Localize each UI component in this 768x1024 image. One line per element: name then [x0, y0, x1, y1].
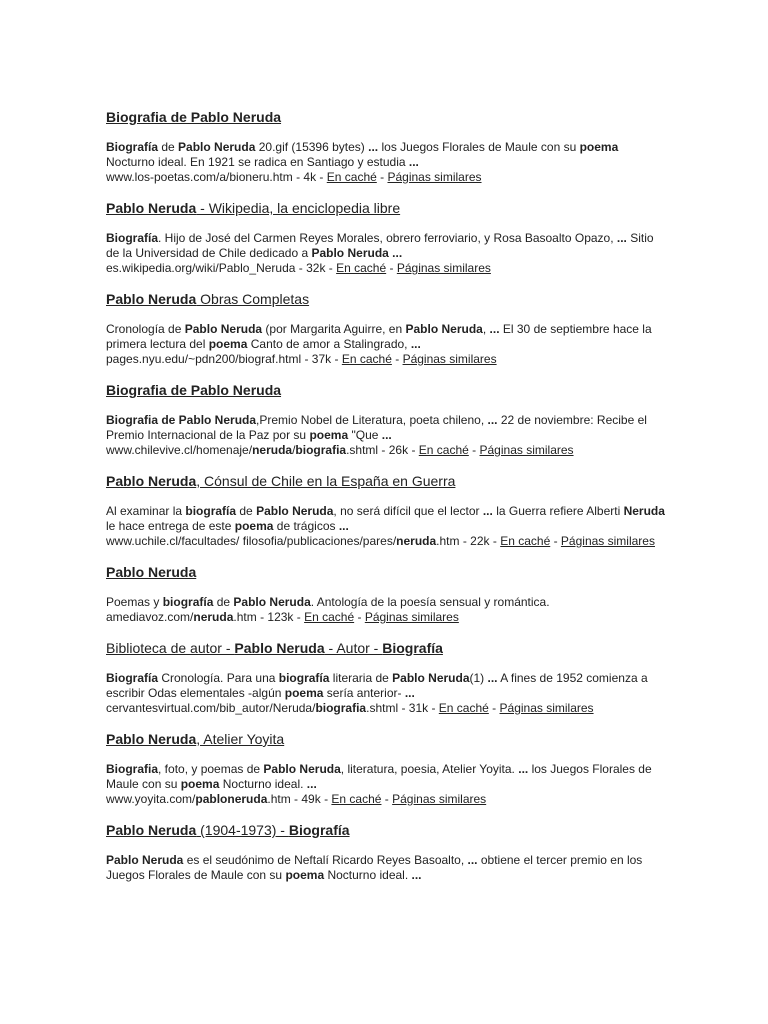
search-result — [106, 381, 666, 458]
bold-text: Pablo Neruda — [263, 762, 341, 776]
result-title-link[interactable] — [106, 563, 666, 581]
bold-text: poema — [208, 337, 248, 351]
bold-text: ... — [410, 337, 421, 351]
bold-text: Biografía — [106, 671, 159, 685]
result-title-link[interactable] — [106, 381, 666, 399]
cache-link[interactable]: En caché — [341, 352, 392, 366]
text-segment: Sitio de la Universidad de Chile dedicado a — [106, 231, 654, 260]
result-title-link[interactable] — [106, 108, 666, 126]
text-segment: , no será difícil que el lector — [333, 504, 483, 518]
bold-text: Pablo Neruda — [106, 731, 197, 747]
result-url — [106, 792, 666, 807]
bold-text: ... — [392, 246, 403, 260]
text-segment: (1904-1973) - — [196, 822, 289, 838]
bold-text: Pablo Neruda — [311, 246, 389, 260]
separator: - — [376, 170, 388, 184]
bold-text: Pablo Neruda — [106, 473, 197, 489]
text-segment: 20.gif (15396 bytes) — [255, 140, 369, 154]
result-snippet — [106, 504, 666, 534]
separator: - — [293, 610, 305, 624]
bold-text: Pablo Neruda — [106, 853, 184, 867]
text-segment: Obras Completas — [196, 291, 310, 307]
text-segment: de — [158, 140, 179, 154]
result-title-link[interactable] — [106, 290, 666, 308]
bold-text: poema — [309, 428, 349, 442]
separator: - — [325, 261, 337, 275]
text-segment: - Autor - — [324, 640, 383, 656]
similar-pages-link[interactable]: Páginas similares — [396, 261, 491, 275]
text-segment: Nocturno ideal. — [219, 777, 307, 791]
text-segment: los Juegos Florales de Maule con su — [106, 762, 652, 791]
bold-text: Pablo Neruda — [233, 595, 311, 609]
bold-text: ... — [482, 504, 493, 518]
text-segment: / — [292, 443, 296, 457]
bold-text: Neruda — [623, 504, 665, 518]
bold-text: Pablo Neruda — [392, 671, 470, 685]
search-result — [106, 563, 666, 625]
result-title-link[interactable] — [106, 821, 666, 839]
result-url — [106, 610, 666, 625]
text-segment: obtiene el tercer premio en los Juegos Florales de Maule con su — [106, 853, 643, 882]
bold-text: biografía — [278, 671, 330, 685]
result-url — [106, 701, 666, 716]
text-segment: , foto, y poemas de — [158, 762, 264, 776]
bold-text: poema — [285, 868, 325, 882]
text-segment: , Cónsul de Chile en la España en Guerra — [196, 473, 456, 489]
text-segment: de trágicos — [273, 519, 339, 533]
separator: - — [468, 443, 480, 457]
result-snippet — [106, 853, 666, 883]
search-results — [106, 108, 666, 897]
bold-text: ... — [467, 853, 478, 867]
bold-text: pabloneruda — [195, 792, 268, 806]
bold-text: poema — [234, 519, 274, 533]
bold-text: Pablo Neruda — [234, 640, 325, 656]
result-snippet — [106, 671, 666, 701]
result-snippet — [106, 762, 666, 792]
text-segment: .htm - 123k — [233, 610, 294, 624]
bold-text: neruda — [193, 610, 234, 624]
text-segment: 22 de noviembre: Recibe el Premio Internacional de la Paz por su — [106, 413, 647, 442]
bold-text: Pablo Neruda — [256, 504, 334, 518]
cache-link[interactable]: En caché — [438, 701, 489, 715]
result-title-link[interactable] — [106, 199, 666, 217]
bold-text: Biografía — [106, 231, 159, 245]
text-segment: , Atelier Yoyita — [196, 731, 285, 747]
bold-text: ... — [404, 686, 415, 700]
cache-link[interactable]: En caché — [500, 534, 551, 548]
separator: - — [381, 792, 393, 806]
separator: - — [550, 534, 561, 548]
bold-text: Biografia — [106, 762, 159, 776]
bold-text: Pablo Neruda — [184, 322, 263, 336]
result-url — [106, 534, 666, 549]
text-segment: , literatura, poesia, Atelier Yoyita. — [340, 762, 519, 776]
text-segment: amediavoz.com/ — [106, 610, 194, 624]
text-segment: Nocturno ideal. En 1921 se radica en Santiago y estudia — [106, 155, 409, 169]
similar-pages-link[interactable]: Páginas similares — [560, 534, 655, 548]
text-segment: la Guerra refiere Alberti — [492, 504, 624, 518]
similar-pages-link[interactable]: Páginas similares — [479, 443, 574, 457]
result-snippet — [106, 231, 666, 261]
bold-text: poema — [579, 140, 619, 154]
text-segment: Al examinar la — [106, 504, 186, 518]
text-segment: . Hijo de José del Carmen Reyes Morales, obrero ferroviario, y Rosa Basoalto Opazo, — [158, 231, 617, 245]
bold-text: ... — [489, 322, 500, 336]
text-segment: sería anterior- — [323, 686, 405, 700]
bold-text: ... — [338, 519, 349, 533]
cache-link[interactable]: En caché — [336, 261, 387, 275]
search-result — [106, 199, 666, 276]
bold-text: Biografia de Pablo Neruda — [106, 413, 257, 427]
result-url — [106, 352, 666, 367]
separator: - — [354, 610, 365, 624]
text-segment: .htm - 22k — [436, 534, 490, 548]
similar-pages-link[interactable]: Páginas similares — [392, 792, 487, 806]
bold-text: Biografía — [106, 140, 159, 154]
bold-text: biografía — [185, 504, 237, 518]
search-result — [106, 821, 666, 883]
bold-text: ... — [518, 762, 529, 776]
cache-link[interactable]: En caché — [326, 170, 377, 184]
text-segment: .shtml - 26k — [346, 443, 409, 457]
separator: - — [408, 443, 419, 457]
bold-text: Pablo Neruda — [106, 822, 197, 838]
text-segment: www.chilevive.cl/homenaje/ — [106, 443, 253, 457]
text-segment: El 30 de septiembre hace la primera lectura del — [106, 322, 652, 351]
text-segment: de — [213, 595, 234, 609]
bold-text: ... — [368, 140, 379, 154]
similar-pages-link[interactable]: Páginas similares — [402, 352, 497, 366]
text-segment: es el seudónimo de Neftalí Ricardo Reyes Basoalto, — [183, 853, 468, 867]
text-segment: (por Margarita Aguirre, en — [262, 322, 406, 336]
separator: - — [331, 352, 342, 366]
result-title-link[interactable] — [106, 730, 666, 748]
text-segment: Nocturno ideal. — [324, 868, 412, 882]
similar-pages-link[interactable]: Páginas similares — [364, 610, 459, 624]
text-segment: Cronología. Para una — [158, 671, 279, 685]
bold-text: biografia — [295, 443, 347, 457]
bold-text: ... — [487, 413, 498, 427]
bold-text: Pablo Neruda — [106, 564, 197, 580]
separator: - — [316, 170, 327, 184]
text-segment: www.los-poetas.com/a/bioneru.htm - 4k — [106, 170, 317, 184]
bold-text: ... — [411, 868, 422, 882]
bold-text: ... — [487, 671, 498, 685]
result-title-link[interactable] — [106, 639, 666, 657]
bold-text: Biografía — [288, 822, 350, 838]
similar-pages-link[interactable]: Páginas similares — [499, 701, 594, 715]
bold-text: Pablo Neruda — [178, 140, 256, 154]
text-segment: - Wikipedia, la enciclopedia libre — [196, 200, 401, 216]
separator: - — [391, 352, 403, 366]
result-title-link[interactable] — [106, 472, 666, 490]
bold-text: Biografia de Pablo Neruda — [106, 109, 282, 125]
separator: - — [320, 792, 332, 806]
bold-text: biografia — [315, 701, 367, 715]
result-url — [106, 261, 666, 276]
separator: - — [386, 261, 397, 275]
result-snippet — [106, 140, 666, 170]
bold-text: ... — [616, 231, 627, 245]
cache-link[interactable]: En caché — [418, 443, 469, 457]
similar-pages-link[interactable]: Páginas similares — [387, 170, 482, 184]
text-segment: "Que — [348, 428, 382, 442]
text-segment: pages.nyu.edu/~pdn200/biograf.html - 37k — [106, 352, 332, 366]
bold-text: ... — [306, 777, 317, 791]
bold-text: Pablo Neruda — [405, 322, 483, 336]
bold-text: neruda — [396, 534, 437, 548]
search-result — [106, 290, 666, 367]
text-segment: www.yoyita.com/ — [106, 792, 196, 806]
text-segment: de — [236, 504, 257, 518]
search-result — [106, 472, 666, 549]
result-url — [106, 443, 666, 458]
separator: - — [428, 701, 439, 715]
text-segment: . Antología de la poesía sensual y romántica. — [310, 595, 550, 609]
text-segment: , — [482, 322, 490, 336]
bold-text: biografía — [162, 595, 214, 609]
bold-text: poema — [284, 686, 324, 700]
text-segment: los Juegos Florales de Maule con su — [378, 140, 580, 154]
text-segment: ,Premio Nobel de Literatura, poeta chileno, — [256, 413, 488, 427]
search-result — [106, 639, 666, 716]
separator: - — [489, 534, 501, 548]
cache-link[interactable]: En caché — [304, 610, 355, 624]
bold-text: poema — [180, 777, 220, 791]
bold-text: Pablo Neruda — [106, 200, 197, 216]
result-snippet — [106, 413, 666, 443]
result-snippet — [106, 322, 666, 352]
bold-text: Biografia de Pablo Neruda — [106, 382, 282, 398]
bold-text: ... — [408, 155, 419, 169]
bold-text: neruda — [252, 443, 293, 457]
separator: - — [488, 701, 500, 715]
text-segment: www.uchile.cl/facultades/ filosofia/publicaciones/pares/ — [106, 534, 397, 548]
result-url — [106, 170, 666, 185]
text-segment: es.wikipedia.org/wiki/Pablo_Neruda - 32k — [106, 261, 326, 275]
bold-text: Pablo Neruda — [106, 291, 197, 307]
result-snippet — [106, 595, 666, 610]
text-segment: Biblioteca de autor - — [106, 640, 235, 656]
text-segment: (1) — [469, 671, 488, 685]
text-segment: .htm - 49k — [267, 792, 321, 806]
text-segment: A fines de 1952 comienza a escribir Odas elementales -algún — [106, 671, 648, 700]
text-segment: cervantesvirtual.com/bib_autor/Neruda/ — [106, 701, 316, 715]
search-result — [106, 108, 666, 185]
text-segment: Canto de amor a Stalingrado, — [247, 337, 411, 351]
bold-text: Biografía — [382, 640, 443, 656]
text-segment: literaria de — [329, 671, 393, 685]
text-segment: .shtml - 31k — [366, 701, 429, 715]
search-result — [106, 730, 666, 807]
bold-text: ... — [381, 428, 392, 442]
text-segment: Cronología de — [106, 322, 185, 336]
text-segment: le hace entrega de este — [106, 519, 235, 533]
cache-link[interactable]: En caché — [331, 792, 382, 806]
text-segment: Poemas y — [106, 595, 163, 609]
